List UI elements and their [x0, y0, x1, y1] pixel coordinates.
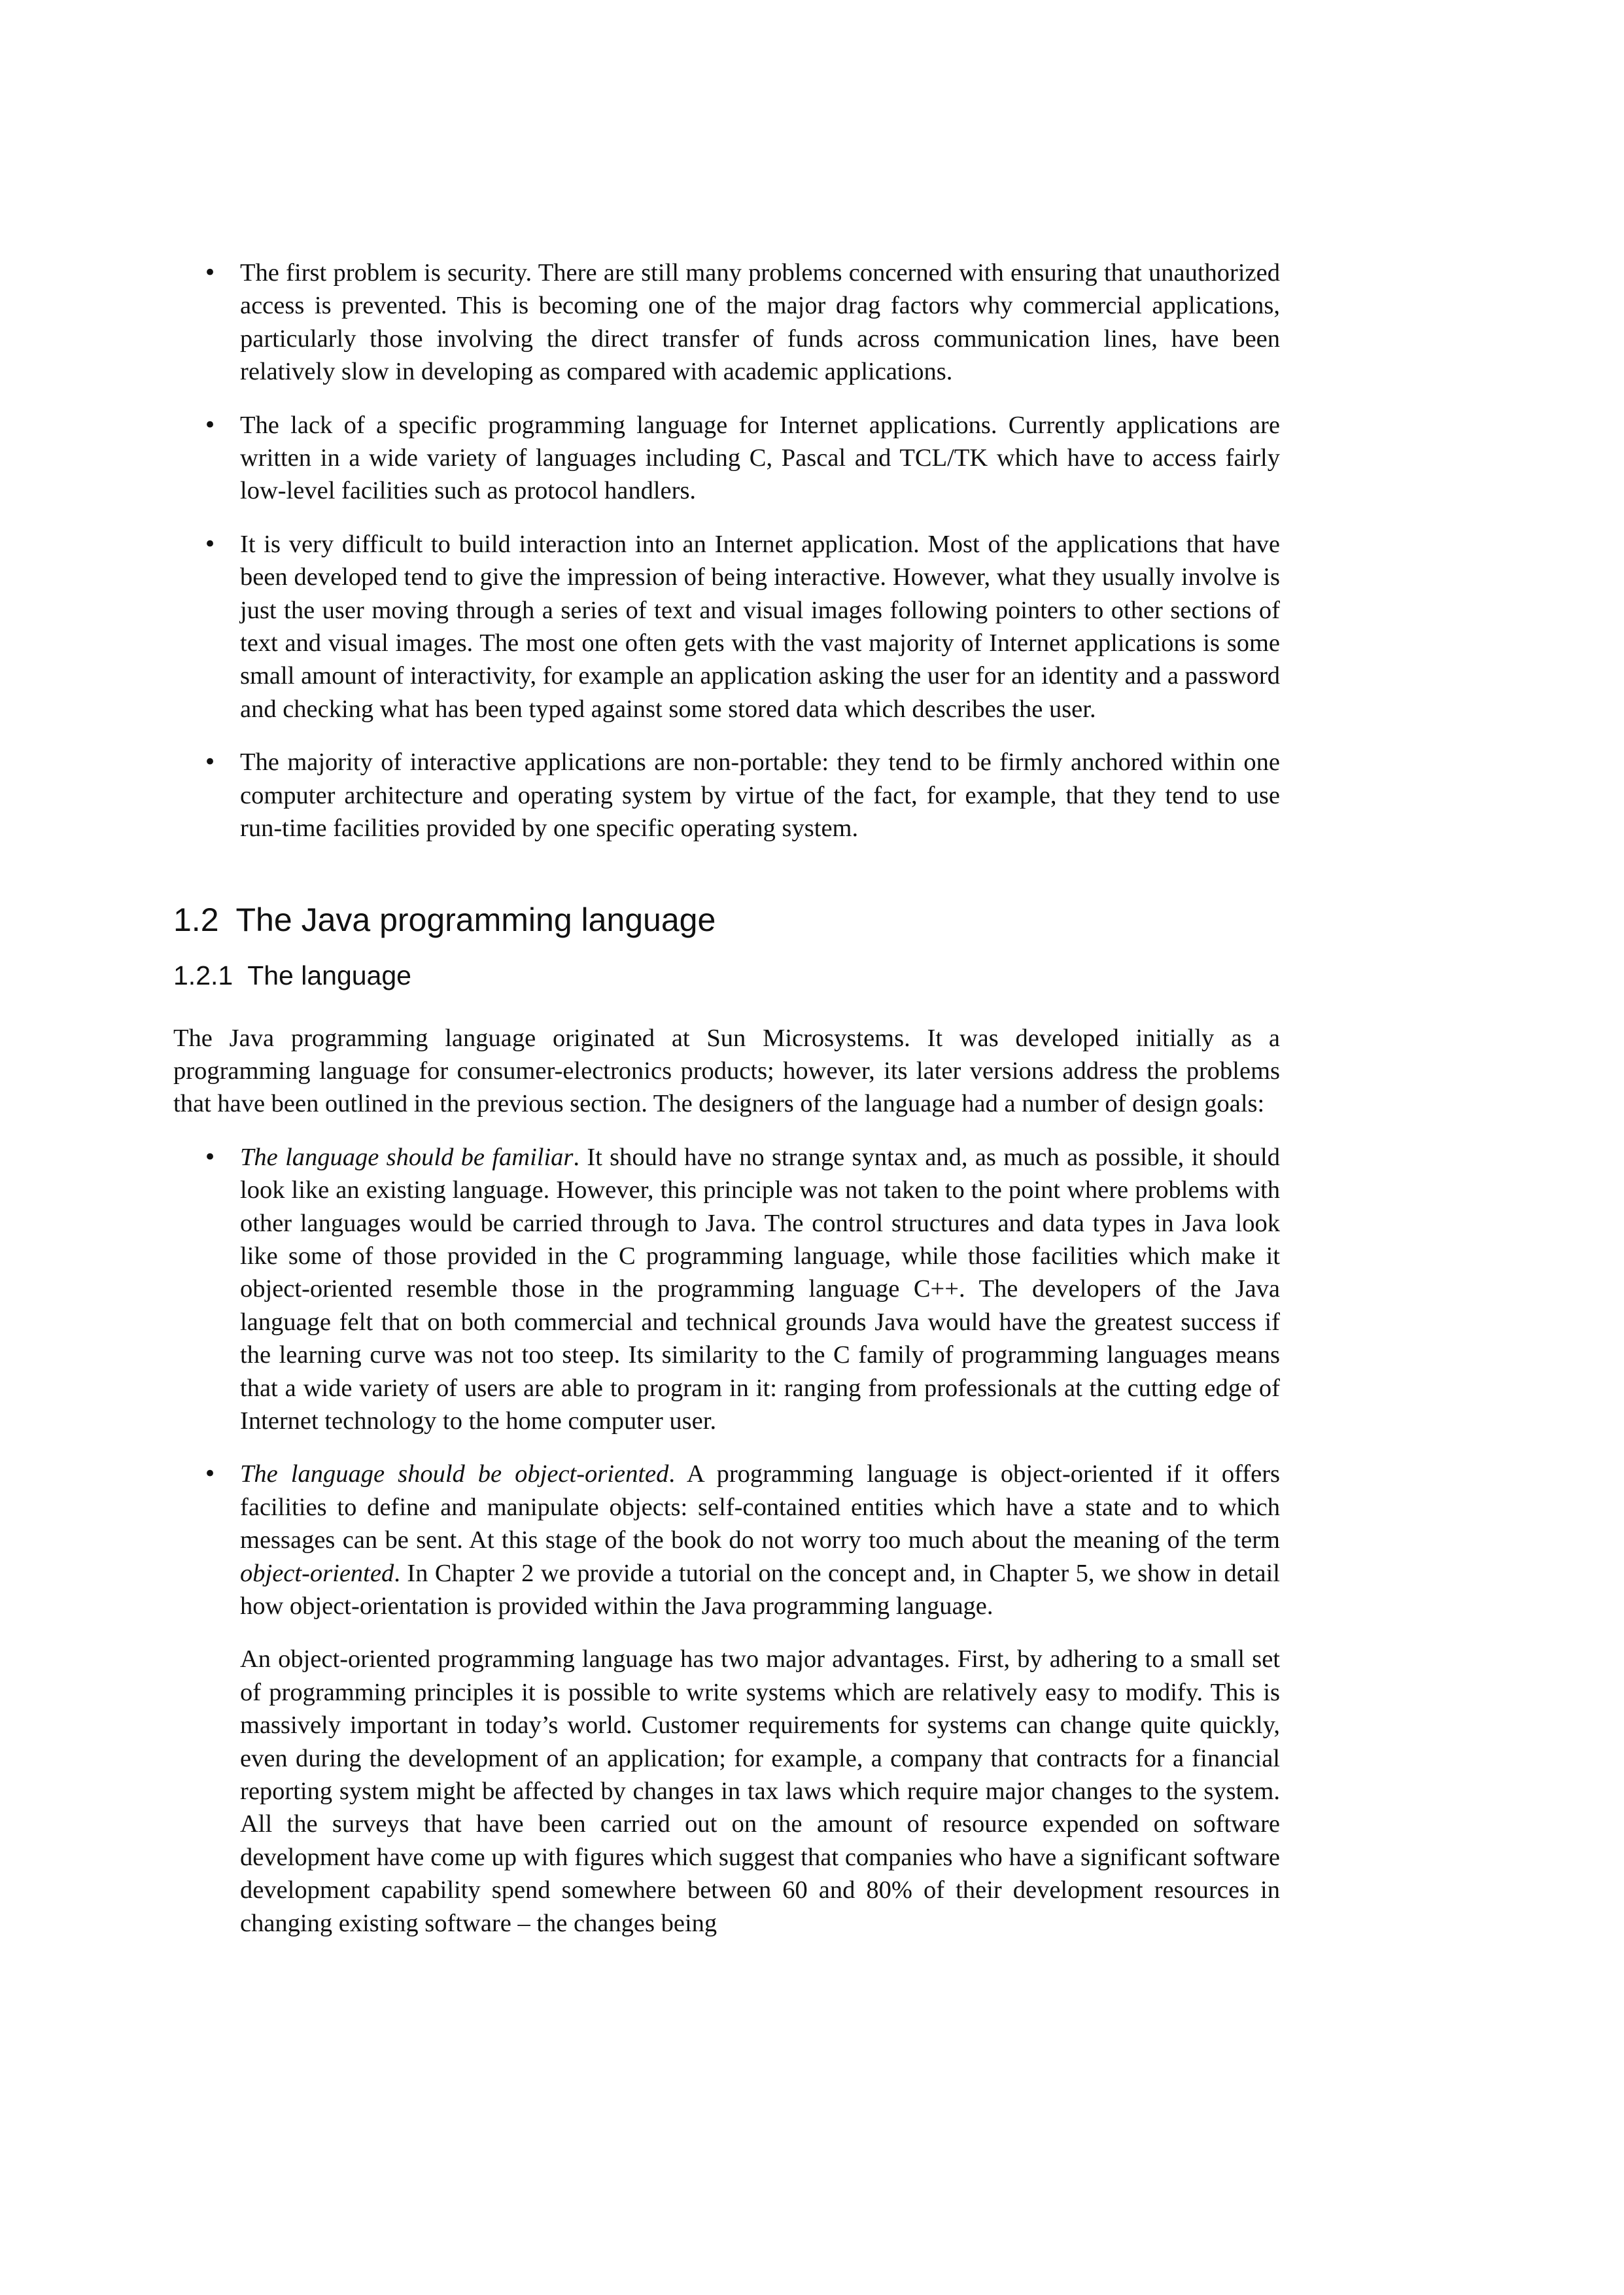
subsection-title: The language [247, 960, 411, 990]
list-item [173, 409, 1280, 508]
list-item [173, 528, 1280, 726]
goal-body: . It should have no strange syntax and, as much as possible, it should look like an existing language. However, this principle was not taken to the point where problems with other languages would be carried through to Java. The control structures and data types in Java look like some of those provided in the C programming language, while those facilities which make it object-oriented resemble those in the programming language C++. The developers of the Java language felt that on both commercial and technical grounds Java would have the greatest success if the learning curve was not too steep. Its similarity to the C family of programming languages means that a wide variety of users are able to program in it: ranging from professionals at the cutting edge of Internet technology to the home computer user. [240, 1143, 1281, 1435]
bullet-icon: • [203, 1461, 217, 1488]
page-content [173, 256, 1280, 1960]
goal-lead: The language should be object-oriented [240, 1460, 669, 1488]
section-number: 1.2 [173, 901, 219, 938]
goal-continuation: An object-oriented programming language has two major advantages. First, by adhering to a small set of programming principles it is possible to write systems which are relatively easy to modify. This is massively important in today’s world. Customer requirements for systems can change quite quickly, even during the development of an application; for example, a company that contracts for a financial reporting system might be affected by changes in tax laws which require major changes to the system. All the surveys that have been carried out on the amount of resource expended on software development have come up with figures which suggest that companies who have a significant software development capability spend somewhere between 60 and 80% of their development resources in changing existing software – the changes being [240, 1645, 1280, 1937]
goal-body: . A programming language is object-oriented if it offers facilities to define and manipulate objects: self-contained entities which have a state and to which messages can be sent. At this stage of the book do not worry too much about the meaning of the term [240, 1460, 1280, 1554]
list-item [173, 256, 1280, 389]
list-item-text: It is very difficult to build interaction into an Internet application. Most of the applications that have been developed tend to give the impression of being interactive. However, what they usually involve is just the user moving through a series of text and visual images following pointers to other sections of text and visual images. The most one often gets with the vast majority of Internet applications is some small amount of interactivity, for example an application asking the user for an identity and a password and checking what has been typed against some stored data which describes the user. [240, 530, 1280, 723]
goal-text [240, 1458, 1280, 1622]
list-item [173, 1141, 1280, 1438]
list-item-text: The lack of a specific programming language for Internet applications. Currently applications are written in a wide variety of languages including C, Pascal and TCL/TK which have to access fairly low-level facilities such as protocol handlers. [240, 411, 1280, 505]
goal-lead: The language should be familiar [240, 1143, 574, 1171]
intro-paragraph: The Java programming language originated at Sun Microsystems. It was developed initially as a programming language for consumer-electronics products; however, its later versions address the problems that have been outlined in the previous section. The designers of the language had a number of design goals: [173, 1024, 1280, 1118]
bullet-icon: • [203, 749, 217, 776]
goal-body-end: . In Chapter 2 we provide a tutorial on the concept and, in Chapter 5, we show in detail how object-orientation is provided within the Java programming language. [240, 1559, 1280, 1620]
bullet-icon: • [203, 531, 217, 557]
problems-list [173, 256, 1280, 845]
design-goals-list [173, 1141, 1280, 1940]
subsection-heading [173, 959, 1280, 992]
list-item-text: The first problem is security. There are still many problems concerned with ensuring that unauthorized access is prevented. This is becoming one of the major drag factors why commercial applications, particularly those involving the direct transfer of funds across communication lines, have been relatively slow in developing as compared with academic applications. [240, 259, 1280, 386]
subsection-number: 1.2.1 [173, 960, 233, 990]
list-item-text: The majority of interactive applications are non-portable: they tend to be firmly anchored within one computer architecture and operating system by virtue of the fact, for example, that they tend to use run-time facilities provided by one specific operating system. [240, 748, 1280, 843]
section-heading [173, 900, 1280, 939]
bullet-icon: • [203, 1144, 217, 1170]
bullet-icon: • [203, 260, 217, 286]
list-item [173, 1458, 1280, 1940]
bullet-icon: • [203, 412, 217, 438]
section-title: The Java programming language [235, 901, 716, 938]
list-item [173, 746, 1280, 845]
goal-term: object-oriented [240, 1559, 394, 1587]
goal-text [240, 1141, 1280, 1438]
